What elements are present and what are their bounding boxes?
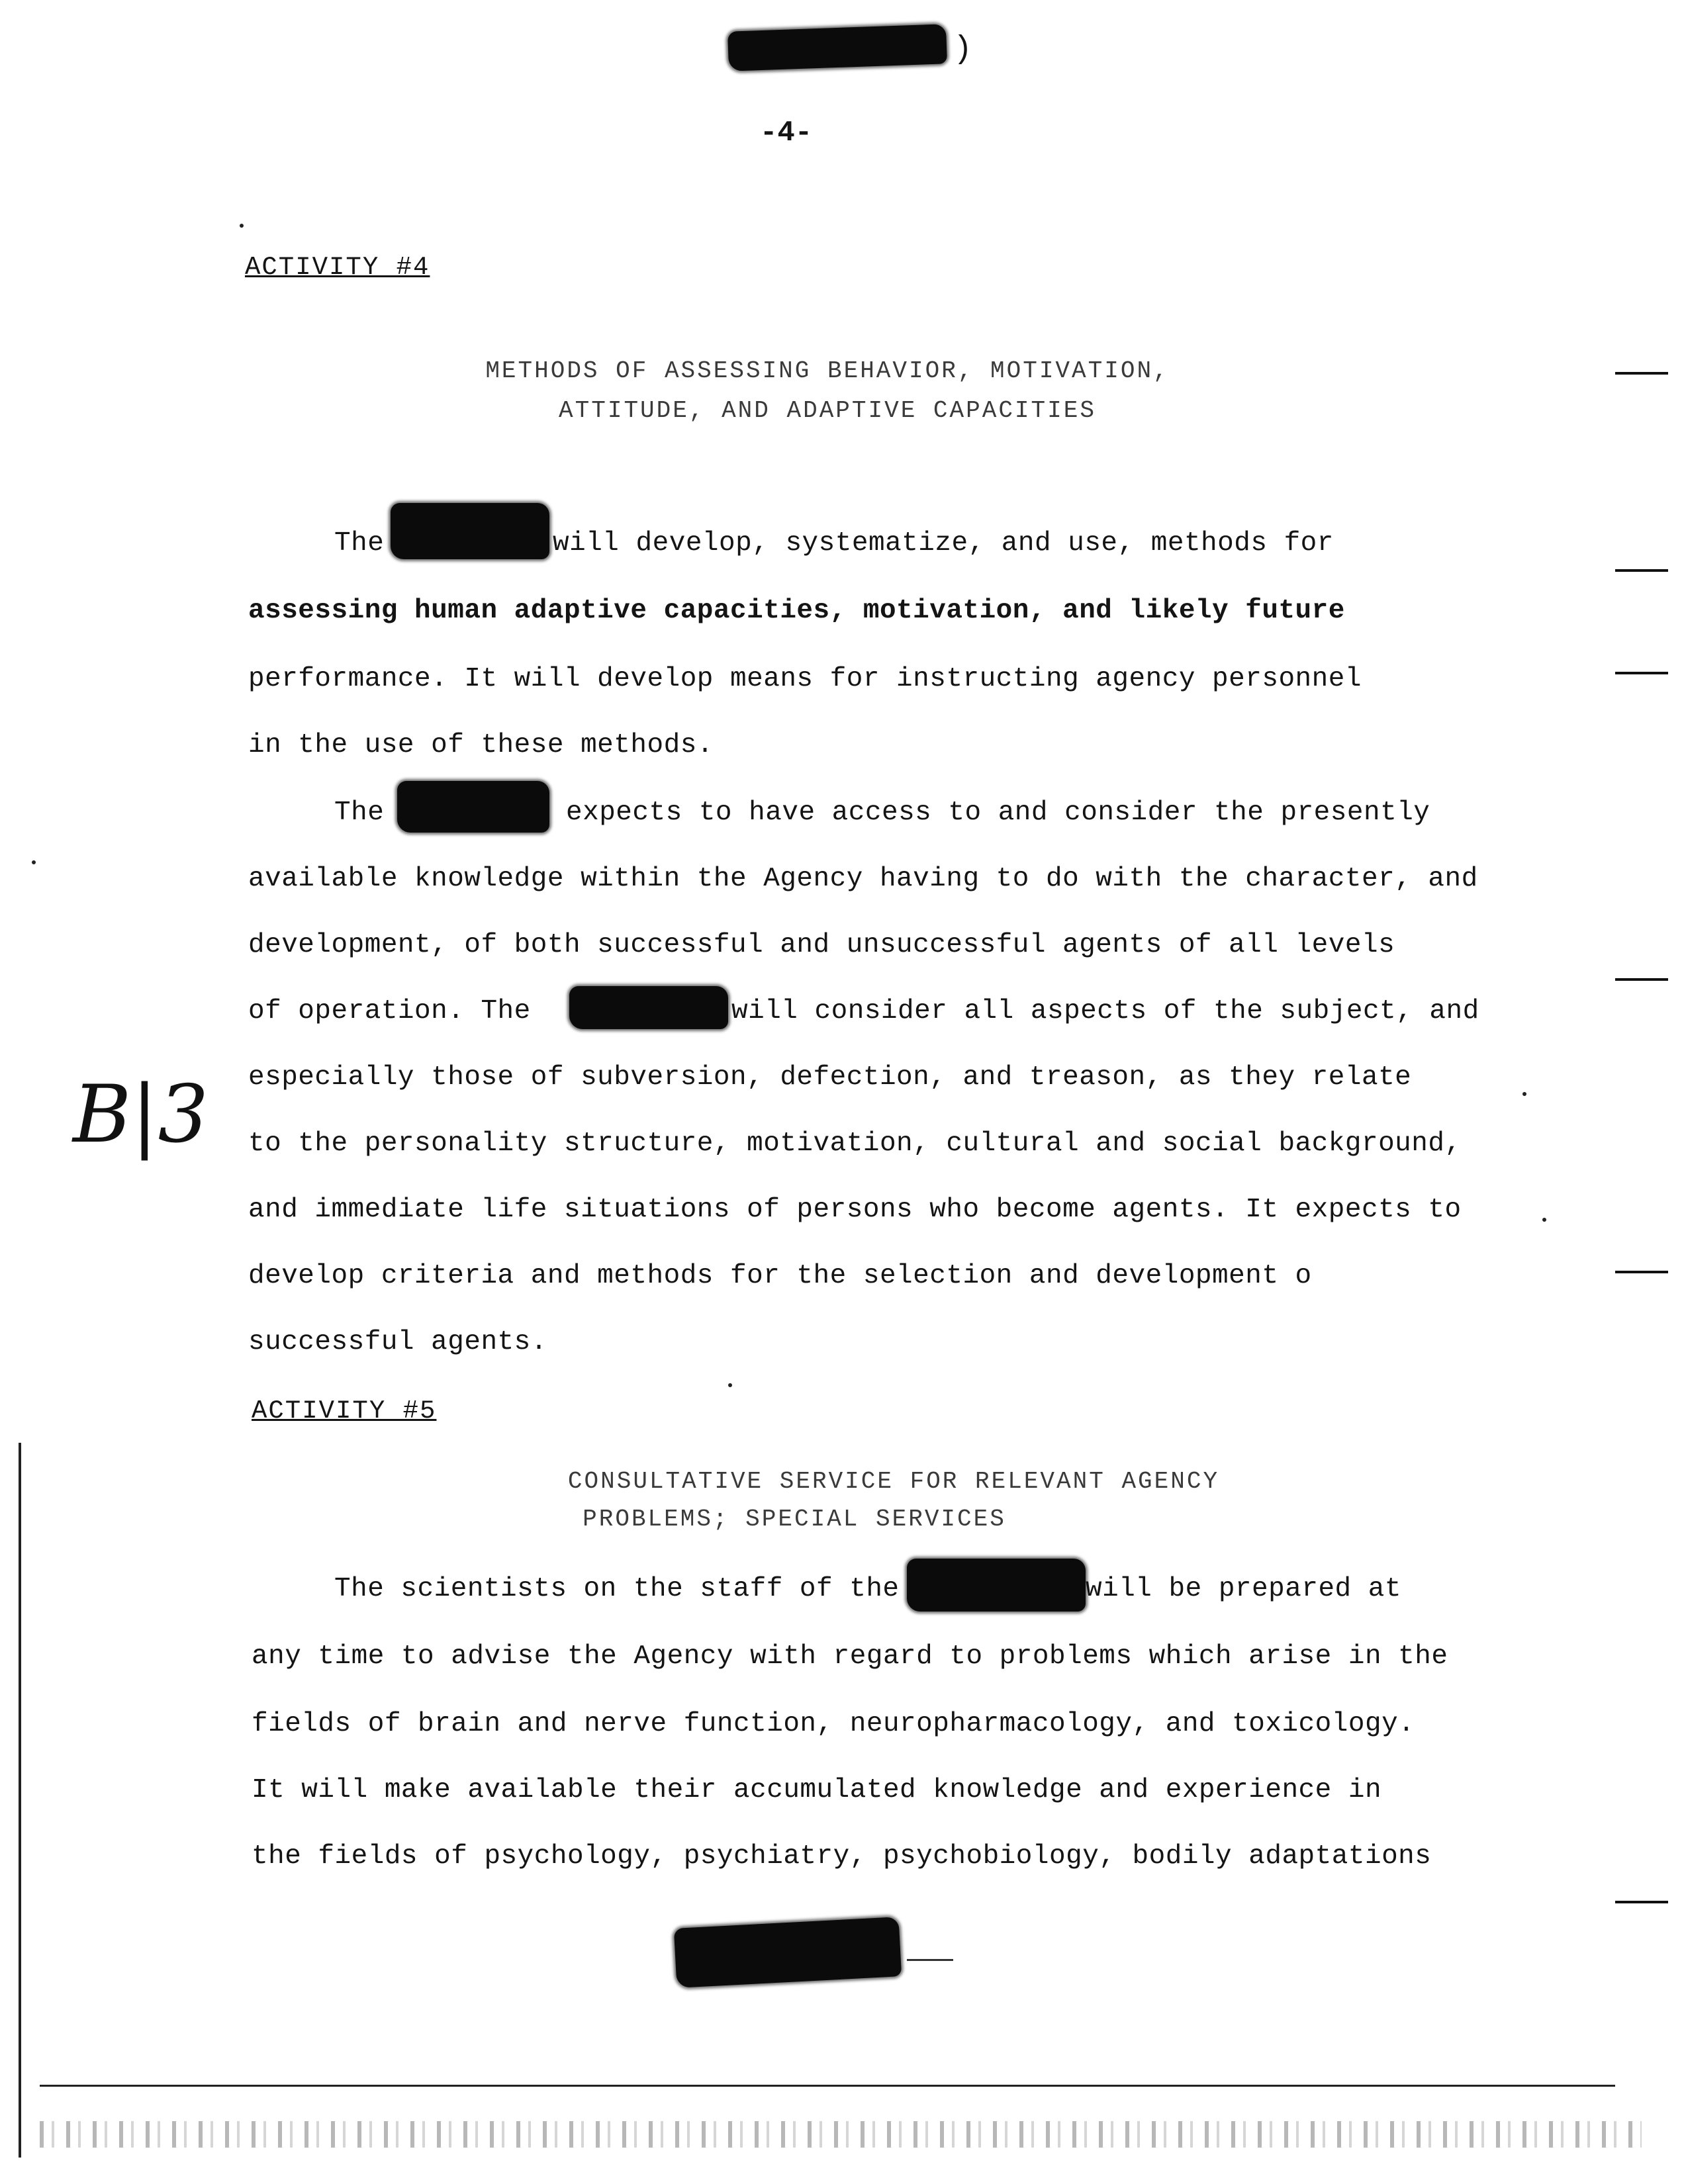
footer-redaction [674,1917,902,1988]
scan-speck [32,860,36,864]
a4-p2-l6: to the personality structure, motivation, cultural and social background, [248,1128,1462,1159]
a4-p2-l8: develop criteria and methods for the selection and development o [248,1261,1312,1291]
a4-p1-l4: in the use of these methods. [248,730,714,760]
a5-p1-redaction [907,1559,1086,1612]
a4-p2-l9: successful agents. [248,1327,547,1357]
a4-p2-redaction-1 [397,781,549,833]
activity-5-heading: ACTIVITY #5 [252,1396,437,1426]
handwritten-margin-note: B|3 [73,1069,209,1161]
bottom-rule [40,2085,1615,2087]
a4-p2-l3: development, of both successful and unsuccessful agents of all levels [248,930,1395,960]
a5-p1-l1-post: will be prepared at [1086,1574,1401,1604]
a5-p1-l1-pre: The scientists on the staff of the [334,1574,900,1604]
a4-p2-l2: available knowledge within the Agency having to do with the character, and [248,864,1478,894]
a4-p1-l1-pre: The [334,528,385,559]
page-number: -4- [760,116,813,150]
a4-p2-l4-pre: of operation. The [248,996,531,1026]
a4-p1-redaction [391,503,549,559]
activity-4-heading: ACTIVITY #4 [245,253,430,282]
scan-speck [240,224,244,228]
a5-p1-l4: It will make available their accumulated knowledge and experience in [252,1775,1382,1805]
margin-mark [1615,978,1668,981]
a4-p2-l7: and immediate life situations of persons who become agents. It expects to [248,1195,1462,1225]
left-edge-line [19,1443,21,2158]
activity-5-title-line2: PROBLEMS; SPECIAL SERVICES [583,1506,1006,1533]
a4-p2-l5: especially those of subversion, defection, and treason, as they relate [248,1062,1412,1093]
a4-p2-l1-pre: The [334,797,385,828]
margin-mark [1615,672,1668,674]
scan-speck [1542,1218,1546,1222]
header-redaction-mark: ) [953,32,972,68]
margin-mark [1615,1901,1668,1903]
a4-p2-l1-post: expects to have access to and consider the presently [566,797,1430,828]
a4-p1-l1-post: will develop, systematize, and use, methods for [553,528,1334,559]
bottom-scan-noise [40,2121,1642,2148]
a5-p1-l2: any time to advise the Agency with regard to problems which arise in the [252,1641,1448,1672]
a4-p1-l3: performance. It will develop means for instructing agency personnel [248,664,1362,694]
activity-4-title-line2: ATTITUDE, AND ADAPTIVE CAPACITIES [559,397,1096,424]
scan-speck [728,1383,732,1387]
margin-mark [1615,1271,1668,1273]
header-redaction [727,24,947,71]
a4-p2-l4-post: will consider all aspects of the subject, and [731,996,1479,1026]
a4-p1-l2: assessing human adaptive capacities, motivation, and likely future [248,596,1345,626]
a5-p1-l3: fields of brain and nerve function, neuropharmacology, and toxicology. [252,1709,1415,1739]
activity-5-title-line1: CONSULTATIVE SERVICE FOR RELEVANT AGENCY [567,1468,1220,1495]
footer-redaction-tail [907,1959,953,1961]
activity-4-title-line1: METHODS OF ASSESSING BEHAVIOR, MOTIVATION, [485,357,1170,385]
a5-p1-l5: the fields of psychology, psychiatry, psychobiology, bodily adaptations [252,1841,1432,1872]
a4-p2-redaction-2 [569,986,728,1029]
scan-speck [1522,1092,1526,1096]
margin-mark [1615,569,1668,572]
margin-mark [1615,372,1668,375]
